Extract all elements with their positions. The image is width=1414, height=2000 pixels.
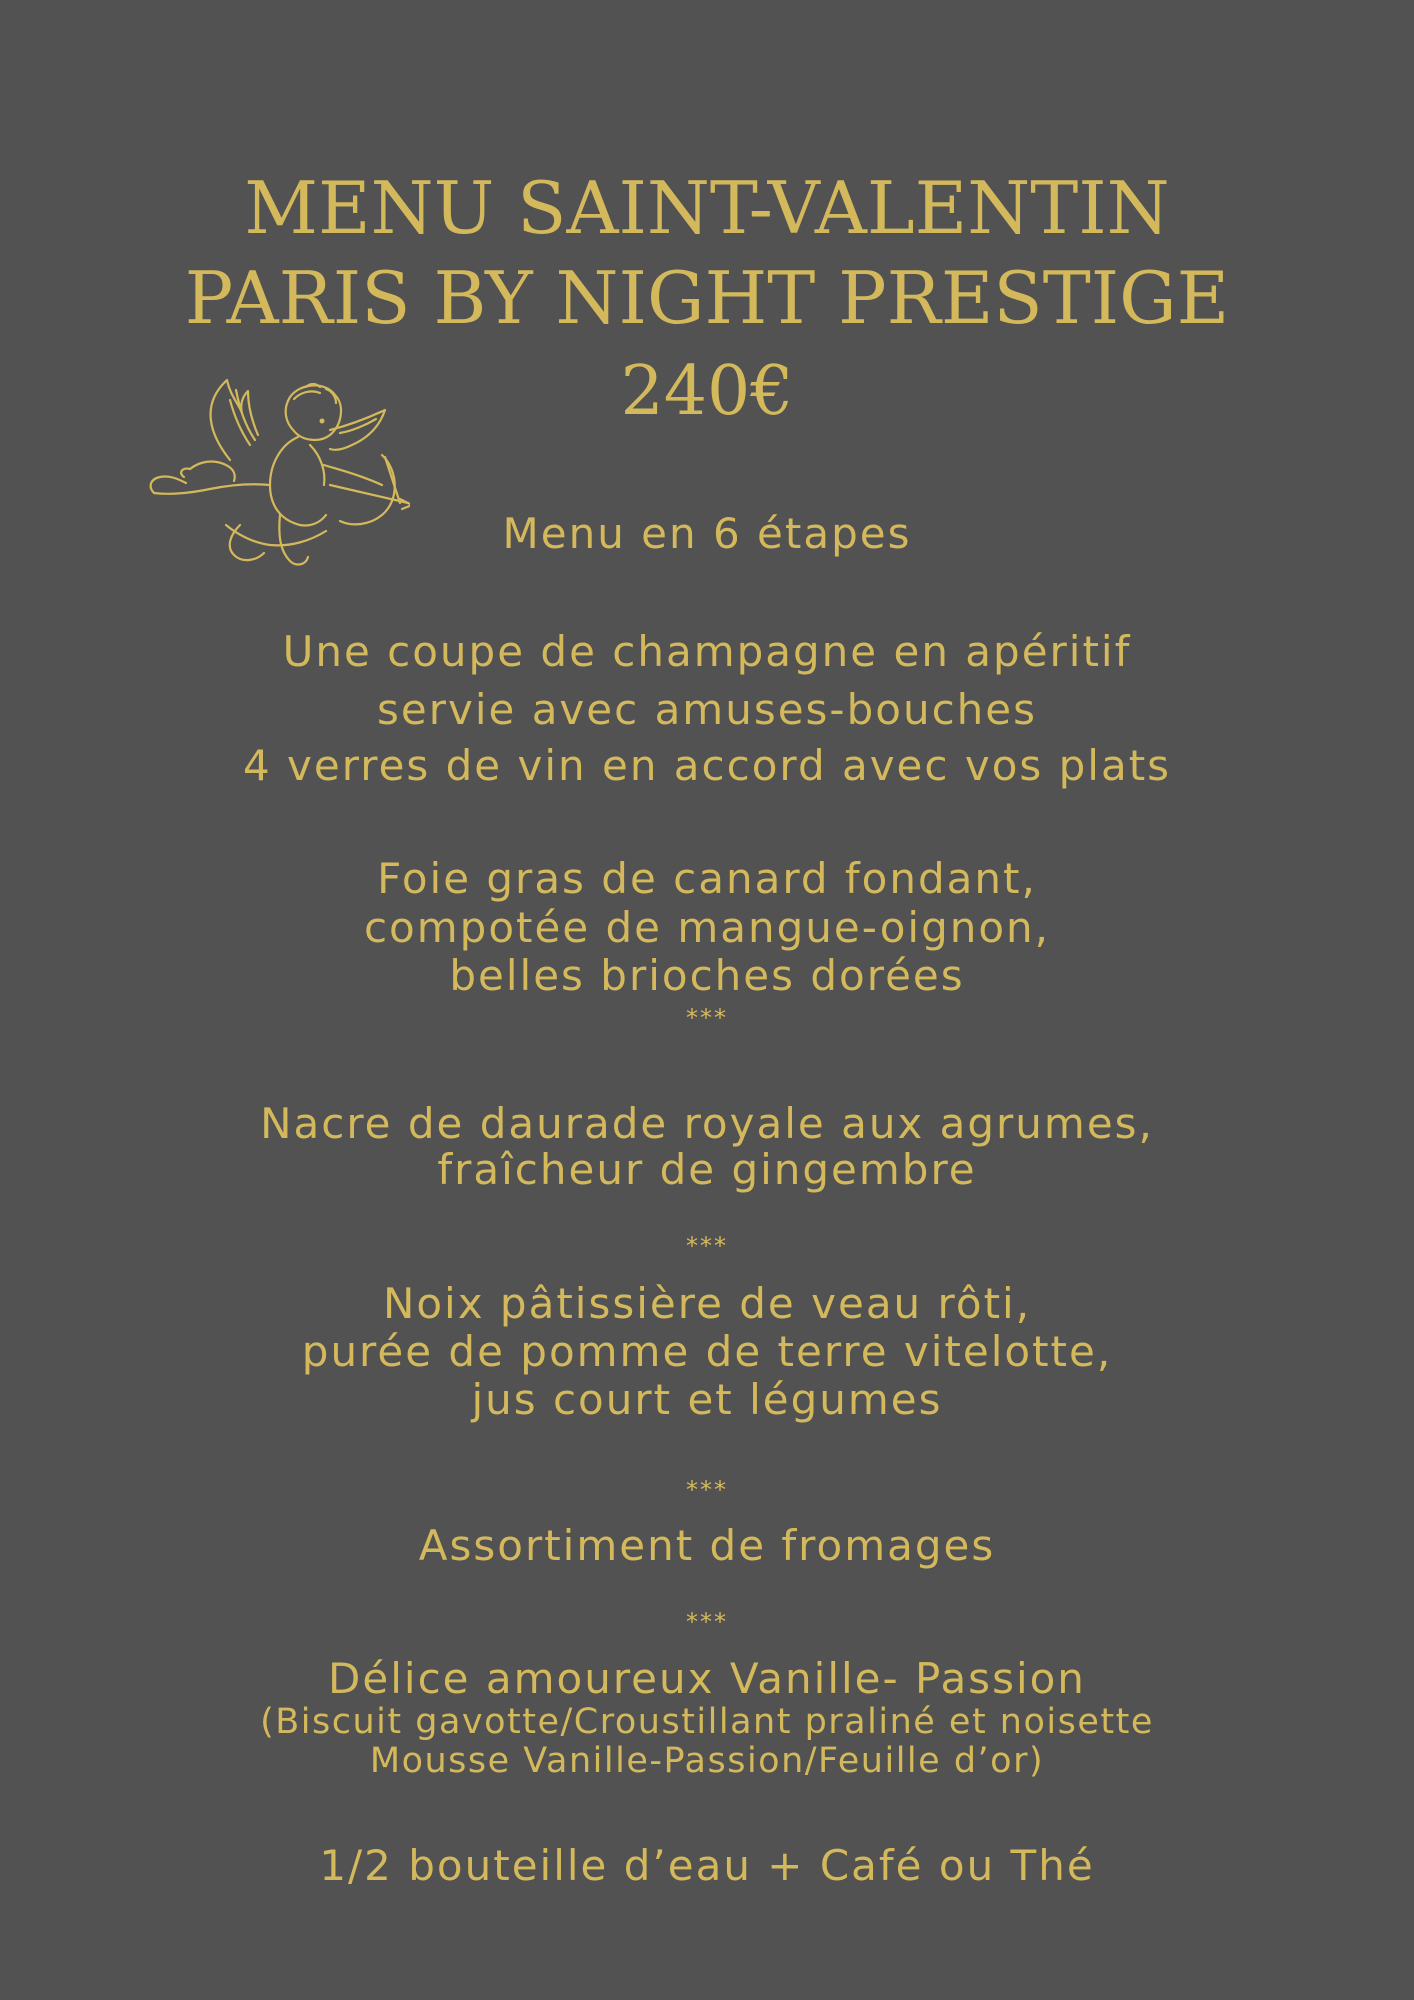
separator-3: *** <box>686 1476 728 1504</box>
meat-line-2: purée de pomme de terre vitelotte, <box>301 1327 1113 1376</box>
fish-line-2: fraîcheur de gingembre <box>437 1145 977 1194</box>
cheese-line: Assortiment de fromages <box>418 1521 996 1570</box>
separator-1: *** <box>686 1004 728 1032</box>
separator-2: *** <box>686 1232 728 1260</box>
fish-line-1: Nacre de daurade royale aux agrumes, <box>260 1099 1154 1148</box>
aperitif-line-3: 4 verres de vin en accord avec vos plats <box>242 741 1172 790</box>
menu-title-line2: PARIS BY NIGHT PRESTIGE <box>184 256 1230 340</box>
dessert-detail-2: Mousse Vanille-Passion/Feuille d’or) <box>369 1741 1045 1781</box>
starter-line-3: belles brioches dorées <box>449 951 965 1000</box>
meat-line-3: jus court et légumes <box>471 1375 943 1424</box>
meat-line-1: Noix pâtissière de veau rôti, <box>382 1279 1032 1328</box>
menu-title-line1: MENU SAINT-VALENTIN <box>244 166 1170 250</box>
menu-price: 240€ <box>620 352 794 431</box>
aperitif-line-2: servie avec amuses-bouches <box>376 685 1037 734</box>
aperitif-line-1: Une coupe de champagne en apéritif <box>282 627 1132 676</box>
dessert-detail-1: (Biscuit gavotte/Croustillant praliné et noisette <box>260 1702 1154 1742</box>
separator-4: *** <box>686 1608 728 1636</box>
footer-drinks: 1/2 bouteille d’eau + Café ou Thé <box>319 1841 1095 1890</box>
menu-subtitle: Menu en 6 étapes <box>502 509 912 558</box>
starter-line-2: compotée de mangue-oignon, <box>363 903 1051 952</box>
starter-line-1: Foie gras de canard fondant, <box>377 854 1037 903</box>
dessert-title: Délice amoureux Vanille- Passion <box>328 1654 1086 1703</box>
